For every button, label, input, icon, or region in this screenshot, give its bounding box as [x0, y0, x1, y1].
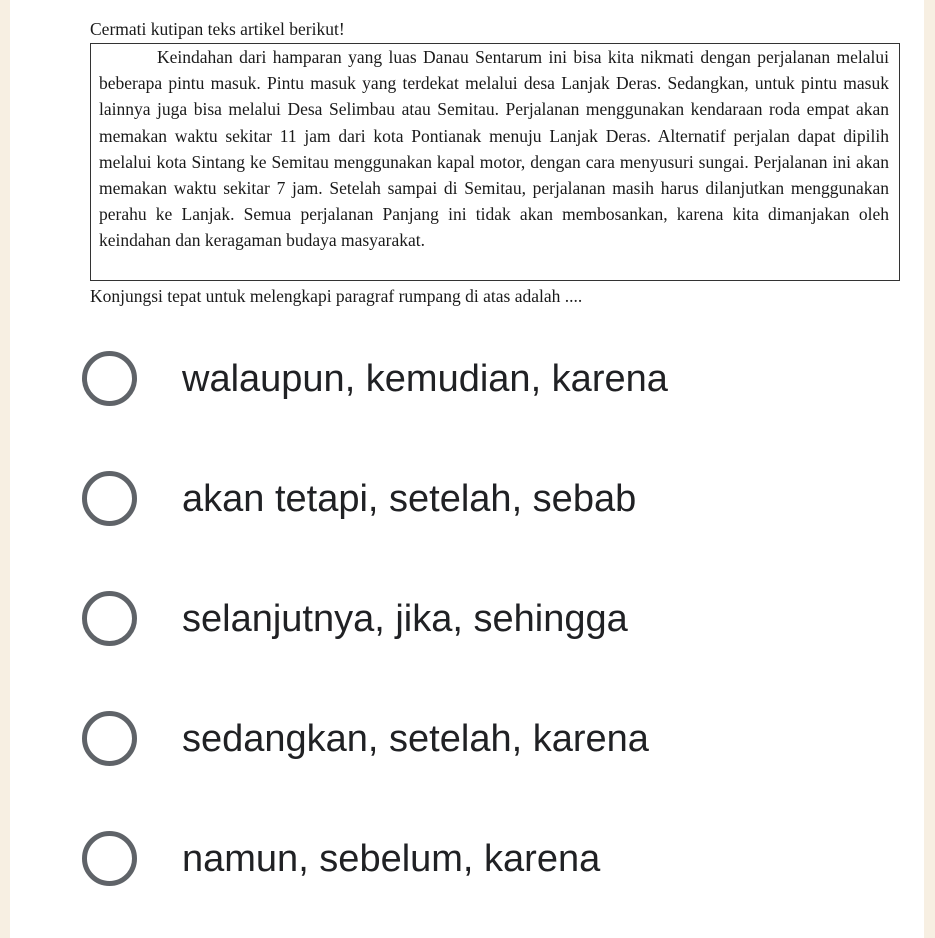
- radio-button[interactable]: [82, 831, 137, 886]
- answer-option[interactable]: [82, 800, 902, 920]
- radio-button[interactable]: [82, 591, 137, 646]
- answer-option-label[interactable]: selanjutnya, jika, sehingga: [182, 598, 628, 640]
- article-excerpt-box: [90, 43, 900, 281]
- radio-button[interactable]: [82, 711, 137, 766]
- radio-button[interactable]: [82, 471, 137, 526]
- article-excerpt-text: Keindahan dari hamparan yang luas Danau Sentarum ini bisa kita nikmati dengan perjalanan melalui beberapa pintu masuk. Pintu masuk yang terdekat melalui desa Lanjak Deras. Sedangkan, untuk pintu masuk lainnya juga bisa melalui Desa Selimbau atau Semitau. Perjalanan menggunakan kendaraan roda empat akan memakan waktu sekitar 11 jam dari kota Pontianak menuju Lanjak Deras. Alternatif perjalan dapat dipilih melalui kota Sintang ke Semitau menggunakan kapal motor, dengan cara menyusuri sungai. Perjalanan ini akan memakan waktu sekitar 7 jam. Setelah sampai di Semitau, perjalanan masih harus dilanjutkan menggunakan perahu ke Lanjak. Semua perjalanan Panjang ini tidak akan membosankan, karena kita dimanjakan oleh keindahan dan keragaman budaya masyarakat.: [99, 47, 889, 251]
- quiz-page: [10, 0, 924, 938]
- radio-button[interactable]: [82, 351, 137, 406]
- answer-option-label[interactable]: sedangkan, setelah, karena: [182, 718, 649, 760]
- answer-option[interactable]: [82, 320, 902, 440]
- answer-option-label[interactable]: walaupun, kemudian, karena: [182, 358, 668, 400]
- answer-option[interactable]: [82, 680, 902, 800]
- answer-option-label[interactable]: namun, sebelum, karena: [182, 838, 601, 880]
- answer-options: [82, 320, 902, 920]
- answer-option[interactable]: [82, 560, 902, 680]
- question-prompt: Konjungsi tepat untuk melengkapi paragraf rumpang di atas adalah ....: [90, 286, 583, 306]
- question-instruction: Cermati kutipan teks artikel berikut!: [90, 19, 345, 39]
- answer-option-label[interactable]: akan tetapi, setelah, sebab: [182, 478, 637, 520]
- answer-option[interactable]: [82, 440, 902, 560]
